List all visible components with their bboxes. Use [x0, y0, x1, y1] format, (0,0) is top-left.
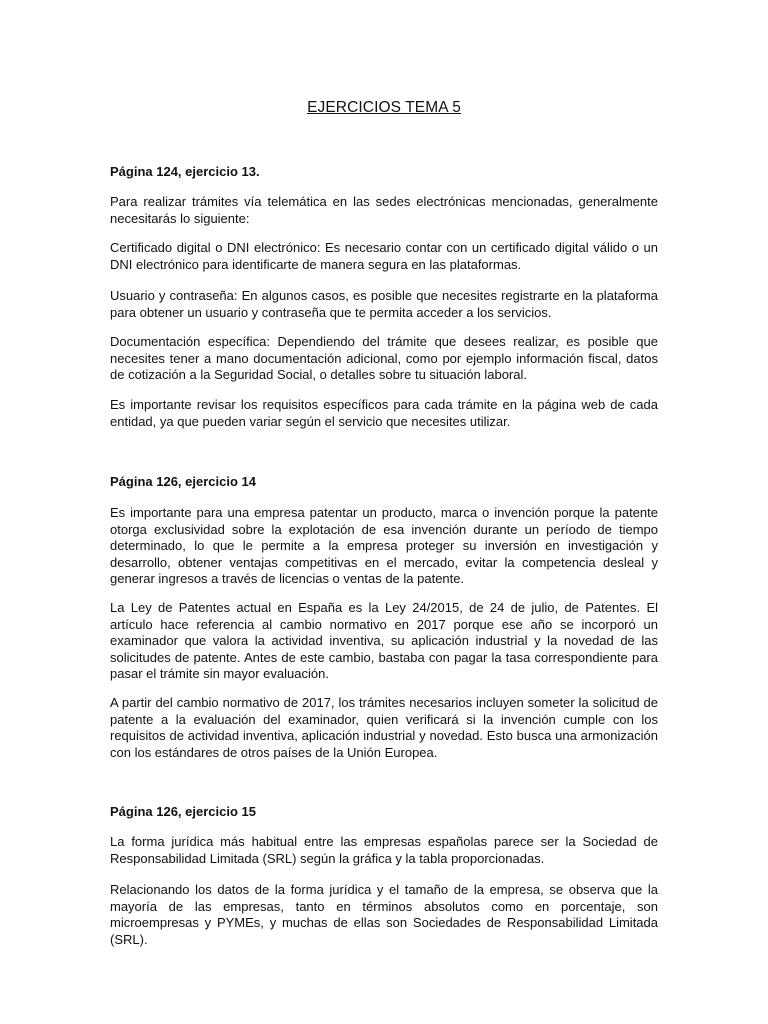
- paragraph: La forma jurídica más habitual entre las empresas españolas parece ser la Sociedad de Responsabilidad Limitada (SRL) según la gráfica y la tabla proporcionadas.: [110, 834, 658, 866]
- paragraph: La Ley de Patentes actual en España es la Ley 24/2015, de 24 de julio, de Patentes. El artículo hace referencia al cambio normativo en 2017 porque ese año se incorporó un examinador que valora la actividad inventiva, su aplicación industrial y la novedad de las solicitudes de patente. Antes de este cambio, bastaba con pagar la tasa correspondiente para pasar el trámite sin mayor evaluación.: [110, 600, 658, 681]
- paragraph: Certificado digital o DNI electrónico: Es necesario contar con un certificado digital válido o un DNI electrónico para identificarte de manera segura en las plataformas.: [110, 240, 658, 272]
- paragraph: Usuario y contraseña: En algunos casos, es posible que necesites registrarte en la plataforma para obtener un usuario y contraseña que te permita acceder a los servicios.: [110, 288, 658, 320]
- paragraph: Documentación específica: Dependiendo del trámite que desees realizar, es posible que necesites tener a mano documentación adicional, como por ejemplo información fiscal, datos de cotización a la Seguridad Social, o detalles sobre tu situación laboral.: [110, 334, 658, 382]
- paragraph: A partir del cambio normativo de 2017, los trámites necesarios incluyen someter la solicitud de patente a la evaluación del examinador, quien verificará si la invención cumple con los requisitos de actividad inventiva, aplicación industrial y novedad. Esto busca una armonización con los estándares de otros países de la Unión Europea.: [110, 695, 658, 760]
- section-heading-ejercicio-13: Página 124, ejercicio 13.: [110, 164, 260, 179]
- paragraph: Es importante revisar los requisitos específicos para cada trámite en la página web de cada entidad, ya que pueden variar según el servicio que necesites utilizar.: [110, 397, 658, 429]
- section-heading-ejercicio-14: Página 126, ejercicio 14: [110, 474, 256, 489]
- paragraph: Relacionando los datos de la forma jurídica y el tamaño de la empresa, se observa que la mayoría de las empresas, tanto en términos absolutos como en porcentaje, son microempresas y PYMEs, y muchas de ellas son Sociedades de Responsabilidad Limitada (SRL).: [110, 882, 658, 947]
- paragraph: Para realizar trámites vía telemática en las sedes electrónicas mencionadas, generalmente necesitarás lo siguiente:: [110, 194, 658, 226]
- paragraph: Es importante para una empresa patentar un producto, marca o invención porque la patente otorga exclusividad sobre la explotación de esa invención durante un período de tiempo determinado, lo que le permite a la empresa proteger su inversión en investigación y desarrollo, obtener ventajas competitivas en el mercado, evitar la competencia desleal y generar ingresos a través de licencias o ventas de la patente.: [110, 505, 658, 586]
- document-title: EJERCICIOS TEMA 5: [307, 99, 461, 116]
- section-heading-ejercicio-15: Página 126, ejercicio 15: [110, 804, 256, 819]
